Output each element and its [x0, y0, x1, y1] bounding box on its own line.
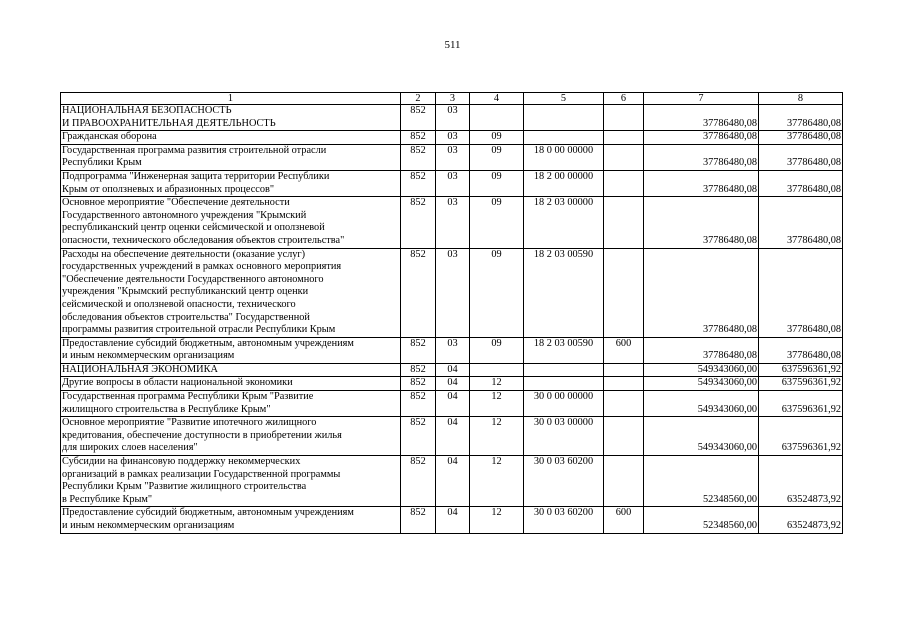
cell-name: Другие вопросы в области национальной экономики: [61, 377, 401, 391]
cell-target-article: 30 0 00 00000: [524, 391, 604, 417]
cell-podrazdel: 12: [470, 391, 524, 417]
cell-amount-year2: 37786480,08: [759, 248, 843, 337]
cell-name: НАЦИОНАЛЬНАЯ ЭКОНОМИКА: [61, 363, 401, 377]
cell-target-article: 18 2 03 00590: [524, 248, 604, 337]
cell-expense-type: [604, 377, 644, 391]
table-row: [61, 377, 843, 391]
cell-target-article: 18 2 00 00000: [524, 170, 604, 196]
cell-name: Предоставление субсидий бюджетным, автономным учреждениям и иным некоммерческим организациям: [61, 507, 401, 533]
cell-grbs: 852: [401, 391, 436, 417]
cell-amount-year2: 637596361,92: [759, 391, 843, 417]
cell-amount-year2: 37786480,08: [759, 144, 843, 170]
cell-razdel: 03: [436, 144, 470, 170]
cell-name: Гражданская оборона: [61, 131, 401, 145]
cell-grbs: 852: [401, 170, 436, 196]
cell-name: Государственная программа Республики Крым "Развитие жилищного строительства в Республике Крым": [61, 391, 401, 417]
cell-target-article: 18 2 03 00590: [524, 337, 604, 363]
header-cell-col7: 7: [644, 93, 759, 105]
header-cell-col3: 3: [436, 93, 470, 105]
cell-expense-type: 600: [604, 507, 644, 533]
cell-amount-year1: 549343060,00: [644, 417, 759, 456]
cell-target-article: 18 0 00 00000: [524, 144, 604, 170]
cell-amount-year1: 549343060,00: [644, 363, 759, 377]
header-cell-col4: 4: [470, 93, 524, 105]
cell-expense-type: [604, 248, 644, 337]
cell-name: Основное мероприятие "Развитие ипотечного жилищного кредитования, обеспечение доступности в приобретении жилья для широких слоев населения": [61, 417, 401, 456]
page-number: 511: [444, 39, 461, 51]
cell-name: НАЦИОНАЛЬНАЯ БЕЗОПАСНОСТЬ И ПРАВООХРАНИТЕЛЬНАЯ ДЕЯТЕЛЬНОСТЬ: [61, 105, 401, 131]
cell-amount-year1: 37786480,08: [644, 144, 759, 170]
cell-amount-year1: 52348560,00: [644, 456, 759, 507]
cell-podrazdel: 12: [470, 377, 524, 391]
table-row: [61, 417, 843, 456]
cell-expense-type: [604, 197, 644, 248]
cell-razdel: 04: [436, 417, 470, 456]
cell-podrazdel: [470, 363, 524, 377]
cell-amount-year1: 549343060,00: [644, 377, 759, 391]
cell-amount-year1: 37786480,08: [644, 248, 759, 337]
header-cell-col1: 1: [61, 93, 401, 105]
cell-razdel: 03: [436, 170, 470, 196]
cell-expense-type: [604, 417, 644, 456]
table-row: [61, 170, 843, 196]
cell-expense-type: [604, 170, 644, 196]
cell-amount-year2: 37786480,08: [759, 131, 843, 145]
cell-expense-type: [604, 363, 644, 377]
cell-name: Расходы на обеспечение деятельности (оказание услуг) государственных учреждений в рамках основного мероприятия "Обеспечение деятельности Государственного автономного учреждения "Крымский республиканский центр оценки сейсмической и оползневой опасности, технического обследования объектов строительства" Государственной программы развития строительной отрасли Республики Крым: [61, 248, 401, 337]
cell-razdel: 04: [436, 377, 470, 391]
cell-expense-type: [604, 456, 644, 507]
cell-grbs: 852: [401, 377, 436, 391]
cell-target-article: 30 0 03 60200: [524, 507, 604, 533]
header-cell-col8: 8: [759, 93, 843, 105]
cell-name: Подпрограмма "Инженерная защита территории Республики Крым от оползневых и абразионных процессов": [61, 170, 401, 196]
budget-table: [60, 92, 843, 534]
cell-name: Государственная программа развития строительной отрасли Республики Крым: [61, 144, 401, 170]
cell-target-article: 18 2 03 00000: [524, 197, 604, 248]
cell-expense-type: [604, 105, 644, 131]
cell-amount-year2: 37786480,08: [759, 197, 843, 248]
cell-amount-year2: 37786480,08: [759, 170, 843, 196]
cell-amount-year2: 63524873,92: [759, 507, 843, 533]
cell-target-article: 30 0 03 60200: [524, 456, 604, 507]
cell-target-article: [524, 377, 604, 391]
cell-expense-type: [604, 144, 644, 170]
cell-amount-year2: 63524873,92: [759, 456, 843, 507]
cell-razdel: 03: [436, 248, 470, 337]
cell-target-article: [524, 131, 604, 145]
table-row: [61, 197, 843, 248]
cell-amount-year2: 637596361,92: [759, 417, 843, 456]
cell-grbs: 852: [401, 456, 436, 507]
cell-podrazdel: 09: [470, 197, 524, 248]
cell-name: Субсидии на финансовую поддержку некоммерческих организаций в рамках реализации Государственной программы Республики Крым "Развитие жилищного строительства в Республике Крым": [61, 456, 401, 507]
table-row: [61, 391, 843, 417]
cell-name: Предоставление субсидий бюджетным, автономным учреждениям и иным некоммерческим организациям: [61, 337, 401, 363]
cell-podrazdel: 12: [470, 507, 524, 533]
cell-grbs: 852: [401, 363, 436, 377]
cell-target-article: 30 0 03 00000: [524, 417, 604, 456]
cell-grbs: 852: [401, 144, 436, 170]
cell-grbs: 852: [401, 131, 436, 145]
cell-expense-type: [604, 391, 644, 417]
cell-target-article: [524, 105, 604, 131]
table-row: [61, 105, 843, 131]
cell-grbs: 852: [401, 105, 436, 131]
cell-razdel: 04: [436, 456, 470, 507]
cell-expense-type: [604, 131, 644, 145]
cell-podrazdel: 09: [470, 131, 524, 145]
cell-name: Основное мероприятие "Обеспечение деятельности Государственного автономного учреждения "Крымский республиканский центр оценки сейсмической и оползневой опасности, технического обследования объектов строительства": [61, 197, 401, 248]
cell-amount-year1: 37786480,08: [644, 197, 759, 248]
header-cell-col5: 5: [524, 93, 604, 105]
cell-razdel: 03: [436, 197, 470, 248]
cell-grbs: 852: [401, 197, 436, 248]
cell-grbs: 852: [401, 248, 436, 337]
cell-podrazdel: 09: [470, 337, 524, 363]
cell-razdel: 03: [436, 131, 470, 145]
table-row: [61, 337, 843, 363]
cell-razdel: 03: [436, 105, 470, 131]
cell-target-article: [524, 363, 604, 377]
table-row: [61, 248, 843, 337]
cell-razdel: 03: [436, 337, 470, 363]
cell-expense-type: 600: [604, 337, 644, 363]
cell-amount-year1: 52348560,00: [644, 507, 759, 533]
table-row: [61, 456, 843, 507]
cell-podrazdel: [470, 105, 524, 131]
header-cell-col2: 2: [401, 93, 436, 105]
table-row: [61, 144, 843, 170]
cell-amount-year1: 549343060,00: [644, 391, 759, 417]
table-row: [61, 507, 843, 533]
cell-podrazdel: 12: [470, 456, 524, 507]
cell-podrazdel: 09: [470, 170, 524, 196]
cell-grbs: 852: [401, 417, 436, 456]
cell-amount-year1: 37786480,08: [644, 170, 759, 196]
cell-podrazdel: 09: [470, 248, 524, 337]
header-cell-col6: 6: [604, 93, 644, 105]
header-row: [61, 93, 843, 105]
table-row: [61, 363, 843, 377]
cell-grbs: 852: [401, 507, 436, 533]
cell-podrazdel: 09: [470, 144, 524, 170]
cell-grbs: 852: [401, 337, 436, 363]
cell-razdel: 04: [436, 391, 470, 417]
cell-amount-year1: 37786480,08: [644, 105, 759, 131]
cell-razdel: 04: [436, 363, 470, 377]
cell-amount-year2: 637596361,92: [759, 363, 843, 377]
cell-amount-year2: 37786480,08: [759, 337, 843, 363]
cell-amount-year2: 37786480,08: [759, 105, 843, 131]
cell-amount-year2: 637596361,92: [759, 377, 843, 391]
cell-amount-year1: 37786480,08: [644, 131, 759, 145]
cell-amount-year1: 37786480,08: [644, 337, 759, 363]
cell-podrazdel: 12: [470, 417, 524, 456]
cell-razdel: 04: [436, 507, 470, 533]
table-row: [61, 131, 843, 145]
